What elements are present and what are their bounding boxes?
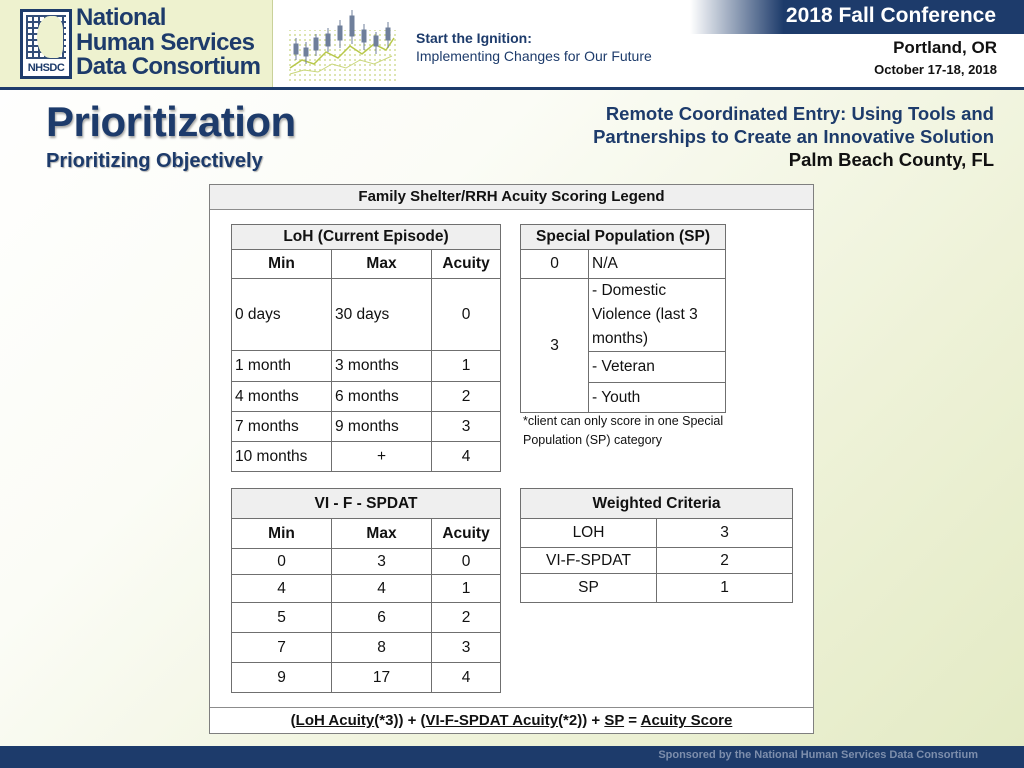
- header-divider: [0, 87, 1024, 90]
- table-row: [521, 519, 793, 548]
- table-row: [521, 574, 793, 603]
- vi-f-spdat-table: [231, 488, 501, 693]
- sp-label: - Domestic Violence (last 3 months): [589, 279, 726, 352]
- sp-score: 0: [521, 250, 589, 279]
- vi-min: 4: [232, 575, 332, 603]
- formula-open: (: [290, 712, 296, 729]
- sp-label: N/A: [589, 250, 726, 279]
- table-row: [232, 633, 501, 663]
- sp-label: - Veteran: [589, 352, 726, 383]
- table-row: [232, 351, 501, 382]
- loh-min: 4 months: [232, 382, 332, 412]
- loh-table: [231, 224, 501, 472]
- conference-banner: [690, 0, 1024, 34]
- vi-max: 6: [332, 603, 432, 633]
- acuity-score-formula: [210, 707, 813, 733]
- vi-acuity: 0: [432, 549, 501, 575]
- nhsdc-logo: [0, 0, 273, 88]
- loh-header-max: Max: [332, 250, 432, 279]
- table-row: [232, 549, 501, 575]
- logo-line-3: Data Consortium: [76, 53, 261, 80]
- vi-header-min: Min: [232, 519, 332, 549]
- vi-min: 7: [232, 633, 332, 663]
- conference-tagline: [416, 29, 652, 65]
- table-row: [232, 663, 501, 693]
- table-row: [232, 442, 501, 472]
- conference-location: Portland, OR: [893, 38, 997, 57]
- slide-footer: [0, 746, 1024, 768]
- table-row: [232, 382, 501, 412]
- loh-min: 1 month: [232, 351, 332, 382]
- loh-acuity: 1: [432, 351, 501, 382]
- session-county: Palm Beach County, FL: [788, 149, 994, 170]
- loh-max: 30 days: [332, 279, 432, 351]
- weighted-criteria-table: [520, 488, 793, 603]
- logo-line-1: National: [76, 4, 166, 31]
- loh-acuity: 0: [432, 279, 501, 351]
- vi-max: 8: [332, 633, 432, 663]
- slide-subtitle: Prioritizing Objectively: [46, 150, 263, 172]
- loh-max: 6 months: [332, 382, 432, 412]
- loh-max: +: [332, 442, 432, 472]
- vi-header-max: Max: [332, 519, 432, 549]
- vi-acuity: 2: [432, 603, 501, 633]
- formula-loh-multiplier: (*3)) + (: [374, 712, 426, 729]
- logo-line-2: Human Services: [76, 28, 255, 56]
- nhsdc-emblem-icon: [20, 9, 72, 79]
- sp-table-title: Special Population (SP): [521, 225, 726, 250]
- weighted-criterion: VI-F-SPDAT: [521, 548, 657, 574]
- sp-label: - Youth: [589, 383, 726, 413]
- weighted-factor: 3: [657, 519, 793, 548]
- loh-header-min: Min: [232, 250, 332, 279]
- conference-dates: October 17-18, 2018: [874, 62, 997, 77]
- tagline-line-1: Start the Ignition:: [416, 30, 532, 46]
- loh-acuity: 3: [432, 412, 501, 442]
- vi-min: 0: [232, 549, 332, 575]
- table-row: [232, 279, 501, 351]
- conference-header: [0, 0, 1024, 88]
- weighted-criterion: LOH: [521, 519, 657, 548]
- table-row: [232, 575, 501, 603]
- candlestick-graphic-icon: [288, 8, 396, 82]
- loh-min: 10 months: [232, 442, 332, 472]
- vi-max: 4: [332, 575, 432, 603]
- formula-vi-acuity: VI-F-SPDAT Acuity: [425, 712, 559, 729]
- table-row: [232, 603, 501, 633]
- formula-sp: SP: [604, 712, 625, 729]
- sponsor-text: Sponsored by the National Human Services Data Consortium: [658, 749, 978, 761]
- sp-score: 3: [521, 279, 589, 413]
- weighted-table-title: Weighted Criteria: [521, 489, 793, 519]
- table-row: [232, 412, 501, 442]
- loh-acuity: 4: [432, 442, 501, 472]
- sp-footnote: *client can only score in one Special Population (SP) category: [523, 414, 724, 447]
- session-title-line-2: Partnerships to Create an Innovative Solution: [593, 126, 994, 147]
- vi-min: 9: [232, 663, 332, 693]
- logo-abbr: NHSDC: [27, 62, 65, 74]
- vi-acuity: 1: [432, 575, 501, 603]
- formula-result: Acuity Score: [640, 712, 733, 729]
- table-row: [521, 548, 793, 574]
- logo-wordmark: [76, 6, 260, 80]
- slide-title: Prioritization: [46, 98, 296, 145]
- loh-max: 9 months: [332, 412, 432, 442]
- vi-acuity: 3: [432, 633, 501, 663]
- formula-equals: =: [624, 712, 641, 729]
- conference-title: 2018 Fall Conference: [785, 4, 996, 27]
- formula-vi-multiplier: (*2)) +: [558, 712, 605, 729]
- loh-min: 0 days: [232, 279, 332, 351]
- loh-table-title: LoH (Current Episode): [232, 225, 501, 250]
- session-title: [593, 102, 994, 171]
- weighted-factor: 1: [657, 574, 793, 603]
- tagline-line-2: Implementing Changes for Our Future: [416, 48, 652, 64]
- table-row: [521, 250, 726, 279]
- vi-table-title: VI - F - SPDAT: [232, 489, 501, 519]
- vi-max: 17: [332, 663, 432, 693]
- vi-min: 5: [232, 603, 332, 633]
- vi-header-acuity: Acuity: [432, 519, 501, 549]
- weighted-criterion: SP: [521, 574, 657, 603]
- special-population-table: [520, 224, 726, 413]
- session-title-line-1: Remote Coordinated Entry: Using Tools and: [605, 103, 994, 124]
- legend-title: Family Shelter/RRH Acuity Scoring Legend: [210, 185, 813, 210]
- weighted-factor: 2: [657, 548, 793, 574]
- loh-header-acuity: Acuity: [432, 250, 501, 279]
- vi-max: 3: [332, 549, 432, 575]
- loh-min: 7 months: [232, 412, 332, 442]
- loh-acuity: 2: [432, 382, 501, 412]
- vi-acuity: 4: [432, 663, 501, 693]
- acuity-scoring-legend: [209, 184, 814, 734]
- formula-loh-acuity: LoH Acuity: [295, 712, 375, 729]
- loh-max: 3 months: [332, 351, 432, 382]
- table-row: [521, 279, 726, 352]
